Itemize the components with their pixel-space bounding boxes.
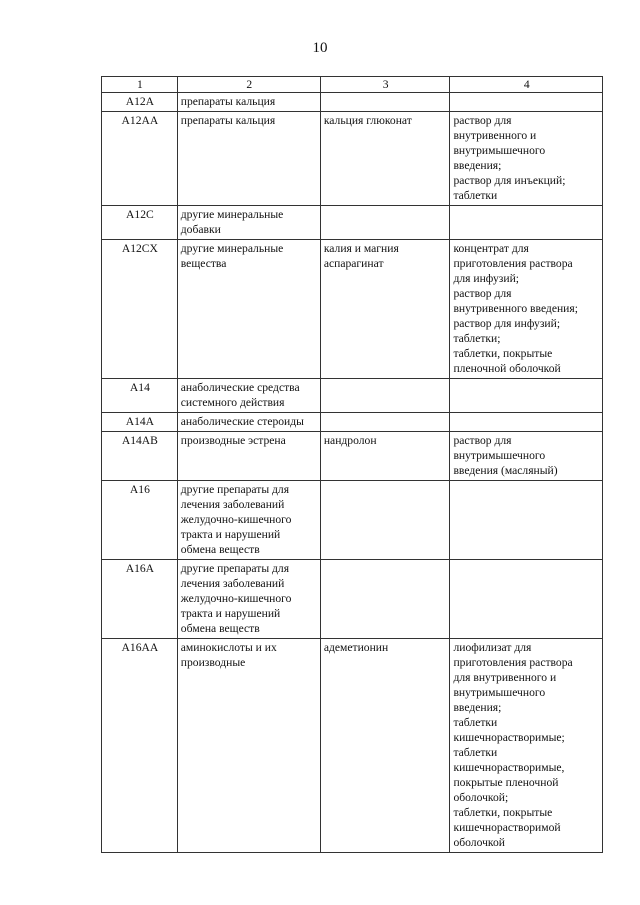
cell-text-line: анаболические средства bbox=[180, 381, 300, 394]
atc-code-cell: A16A bbox=[102, 560, 178, 639]
cell-text-line: кишечнорастворимые, bbox=[453, 761, 565, 774]
cell-text-line: другие препараты для bbox=[180, 483, 290, 496]
anatomical-group-cell bbox=[177, 240, 320, 379]
drug-name-cell bbox=[320, 206, 450, 240]
drug-name-cell bbox=[320, 112, 450, 206]
table-row bbox=[102, 639, 603, 853]
atc-code-cell: A14AB bbox=[102, 432, 178, 481]
cell-text-line: желудочно-кишечного bbox=[180, 513, 292, 526]
page-number: 10 bbox=[312, 40, 328, 56]
dosage-forms-cell bbox=[450, 240, 603, 379]
cell-text-line: добавки bbox=[180, 223, 221, 236]
column-header-2: 2 bbox=[177, 77, 320, 93]
cell-text-line: калия и магния bbox=[323, 242, 399, 255]
anatomical-group-cell bbox=[177, 639, 320, 853]
dosage-forms-cell bbox=[450, 112, 603, 206]
table-row bbox=[102, 112, 603, 206]
cell-text-line: кишечнорастворимой bbox=[453, 821, 561, 834]
atc-code-cell: A12C bbox=[102, 206, 178, 240]
anatomical-group-cell bbox=[177, 93, 320, 112]
table-row bbox=[102, 93, 603, 112]
drug-name-cell bbox=[320, 560, 450, 639]
cell-text-line: препараты кальция bbox=[180, 114, 276, 127]
cell-text-line: внутримышечного bbox=[453, 686, 546, 699]
cell-text-line: раствор для bbox=[453, 434, 512, 447]
dosage-forms-cell bbox=[450, 206, 603, 240]
cell-text-line: нандролон bbox=[323, 434, 377, 447]
table-row bbox=[102, 240, 603, 379]
table-row bbox=[102, 432, 603, 481]
dosage-forms-cell bbox=[450, 379, 603, 413]
cell-text-line: другие минеральные bbox=[180, 242, 284, 255]
cell-text-line: для инфузий; bbox=[453, 272, 520, 285]
anatomical-group-cell bbox=[177, 432, 320, 481]
cell-text-line: тракта и нарушений bbox=[180, 607, 281, 620]
cell-text-line: введения; bbox=[453, 701, 502, 714]
cell-text-line: другие препараты для bbox=[180, 562, 290, 575]
anatomical-group-cell bbox=[177, 413, 320, 432]
cell-text-line: тракта и нарушений bbox=[180, 528, 281, 541]
cell-text-line: таблетки, покрытые bbox=[453, 347, 553, 360]
cell-text-line: желудочно-кишечного bbox=[180, 592, 292, 605]
cell-text-line: приготовления раствора bbox=[453, 257, 573, 270]
cell-text-line: таблетки; bbox=[453, 332, 501, 345]
cell-text-line: раствор для bbox=[453, 287, 512, 300]
cell-text-line: введения (масляный) bbox=[453, 464, 558, 477]
anatomical-group-cell bbox=[177, 379, 320, 413]
drug-name-cell bbox=[320, 240, 450, 379]
dosage-forms-cell bbox=[450, 560, 603, 639]
cell-text-line: оболочкой; bbox=[453, 791, 509, 804]
cell-text-line: раствор для bbox=[453, 114, 512, 127]
dosage-forms-cell bbox=[450, 93, 603, 112]
cell-text-line: системного действия bbox=[180, 396, 285, 409]
cell-text-line: лиофилизат для bbox=[453, 641, 532, 654]
cell-text-line: кишечнорастворимые; bbox=[453, 731, 565, 744]
cell-text-line: лечения заболеваний bbox=[180, 498, 285, 511]
cell-text-line: таблетки, покрытые bbox=[453, 806, 553, 819]
cell-text-line: концентрат для bbox=[453, 242, 529, 255]
column-header-1: 1 bbox=[102, 77, 178, 93]
dosage-forms-cell bbox=[450, 639, 603, 853]
drug-name-cell bbox=[320, 93, 450, 112]
drug-table bbox=[101, 76, 603, 853]
cell-text-line: для внутривенного и bbox=[453, 671, 557, 684]
cell-text-line: раствор для инфузий; bbox=[453, 317, 561, 330]
cell-text-line: таблетки bbox=[453, 746, 498, 759]
table-header-row bbox=[102, 77, 603, 93]
table-row bbox=[102, 413, 603, 432]
cell-text-line: таблетки bbox=[453, 189, 498, 202]
anatomical-group-cell bbox=[177, 112, 320, 206]
atc-code-cell: A16AA bbox=[102, 639, 178, 853]
dosage-forms-cell bbox=[450, 413, 603, 432]
cell-text-line: обмена веществ bbox=[180, 622, 260, 635]
cell-text-line: внутримышечного bbox=[453, 144, 546, 157]
cell-text-line: анаболические стероиды bbox=[180, 415, 304, 428]
atc-code-cell: A16 bbox=[102, 481, 178, 560]
cell-text-line: обмена веществ bbox=[180, 543, 260, 556]
atc-code-cell: A14A bbox=[102, 413, 178, 432]
cell-text-line: пленочной оболочкой bbox=[453, 362, 561, 375]
cell-text-line: лечения заболеваний bbox=[180, 577, 285, 590]
drug-name-cell bbox=[320, 481, 450, 560]
atc-code-cell: A14 bbox=[102, 379, 178, 413]
dosage-forms-cell bbox=[450, 481, 603, 560]
anatomical-group-cell bbox=[177, 206, 320, 240]
cell-text-line: приготовления раствора bbox=[453, 656, 573, 669]
atc-code-cell: A12AA bbox=[102, 112, 178, 206]
cell-text-line: аминокислоты и их bbox=[180, 641, 277, 654]
anatomical-group-cell bbox=[177, 560, 320, 639]
cell-text-line: адеметионин bbox=[323, 641, 389, 654]
cell-text-line: внутривенного введения; bbox=[453, 302, 578, 315]
drug-name-cell bbox=[320, 379, 450, 413]
drug-name-cell bbox=[320, 413, 450, 432]
cell-text-line: кальция глюконат bbox=[323, 114, 412, 127]
table-row bbox=[102, 379, 603, 413]
cell-text-line: внутримышечного bbox=[453, 449, 546, 462]
cell-text-line: вещества bbox=[180, 257, 227, 270]
dosage-forms-cell bbox=[450, 432, 603, 481]
table-row bbox=[102, 560, 603, 639]
anatomical-group-cell bbox=[177, 481, 320, 560]
drug-name-cell bbox=[320, 639, 450, 853]
cell-text-line: производные bbox=[180, 656, 246, 669]
atc-code-cell: A12A bbox=[102, 93, 178, 112]
cell-text-line: покрытые пленочной bbox=[453, 776, 559, 789]
cell-text-line: производные эстрена bbox=[180, 434, 286, 447]
column-header-3: 3 bbox=[320, 77, 450, 93]
cell-text-line: введения; bbox=[453, 159, 502, 172]
cell-text-line: другие минеральные bbox=[180, 208, 284, 221]
cell-text-line: таблетки bbox=[453, 716, 498, 729]
cell-text-line: внутривенного и bbox=[453, 129, 537, 142]
cell-text-line: оболочкой bbox=[453, 836, 505, 849]
drug-name-cell bbox=[320, 432, 450, 481]
cell-text-line: раствор для инъекций; bbox=[453, 174, 566, 187]
table-row bbox=[102, 206, 603, 240]
cell-text-line: аспарагинат bbox=[323, 257, 384, 270]
table-row bbox=[102, 481, 603, 560]
column-header-4: 4 bbox=[450, 77, 603, 93]
atc-code-cell: A12CX bbox=[102, 240, 178, 379]
cell-text-line: препараты кальция bbox=[180, 95, 276, 108]
